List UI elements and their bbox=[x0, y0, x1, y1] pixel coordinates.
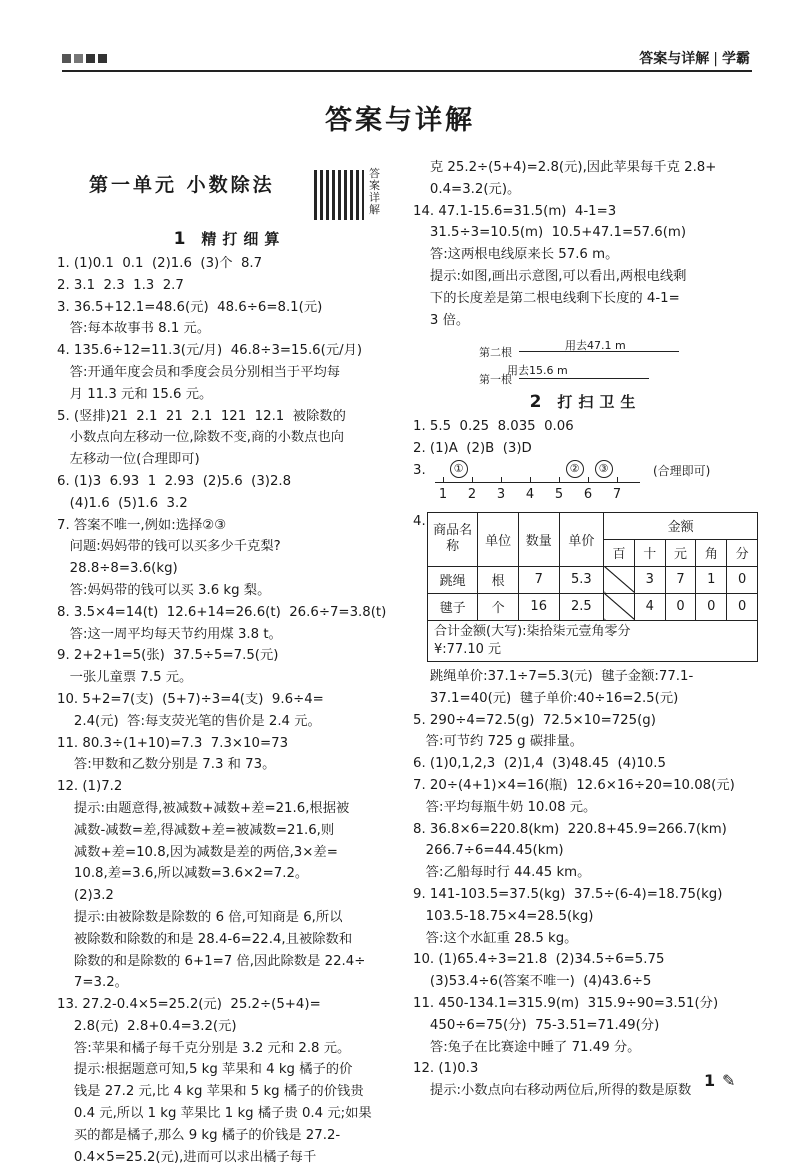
answer-line: 2.4(元) 答:每支荧光笔的售价是 2.4 元。 bbox=[57, 713, 321, 729]
answer-line: 103.5-18.75×4=28.5(kg) bbox=[413, 908, 594, 924]
answer-line: 28.8÷8=3.6(kg) bbox=[57, 561, 178, 577]
right-column bbox=[413, 157, 758, 1102]
answer-line: 买的都是橘子,那么 9 kg 橘子的价钱是 27.2- bbox=[57, 1127, 341, 1143]
cell: 毽子 bbox=[428, 593, 478, 620]
th-sub: 分 bbox=[727, 539, 758, 566]
answer-line: 0.4=3.2(元)。 bbox=[413, 181, 521, 197]
answer-line: 7. 20÷(4+1)×4=16(瓶) 12.6×16÷20=10.08(元) bbox=[413, 777, 735, 793]
answer-line: 一张儿童票 7.5 元。 bbox=[57, 670, 193, 686]
cell: 2.5 bbox=[559, 593, 604, 620]
answer-line: 10.8,差=3.6,所以减数=3.6×2=7.2。 bbox=[57, 866, 309, 882]
pencil-icon: ✎ bbox=[722, 1071, 736, 1090]
answer-line: 13. 27.2-0.4×5=25.2(元) 25.2÷(5+4)= bbox=[57, 997, 321, 1013]
th-sub: 十 bbox=[634, 539, 665, 566]
answer-line: 提示:如图,画出示意图,可以看出,两根电线剩 bbox=[413, 268, 687, 284]
answer-line: 小数点向左移动一位,除数不变,商的小数点也向 bbox=[57, 430, 345, 446]
left-answers bbox=[57, 253, 402, 1168]
header-square-icon bbox=[62, 54, 71, 63]
right-answers-b bbox=[413, 416, 758, 460]
header-square-icon bbox=[86, 54, 95, 63]
qr-code-icon[interactable] bbox=[314, 170, 364, 220]
page-number: 1 bbox=[704, 1071, 716, 1090]
cell: 7 bbox=[518, 566, 559, 593]
cell: 0 bbox=[696, 593, 727, 620]
diagram-label-second: 第二根 bbox=[479, 346, 512, 360]
answer-line: 31.5÷3=10.5(m) 10.5+47.1=57.6(m) bbox=[413, 225, 687, 241]
diagram-text-used-2: 用去15.6 m bbox=[507, 364, 568, 378]
answer-line: 1. 5.5 0.25 8.035 0.06 bbox=[413, 419, 574, 435]
answer-line: 答:每本故事书 8.1 元。 bbox=[57, 321, 211, 337]
answer-line: 12. (1)7.2 bbox=[57, 779, 123, 795]
numline-mark: ② bbox=[566, 460, 584, 478]
cell: 5.3 bbox=[559, 566, 604, 593]
th-unit: 单位 bbox=[478, 512, 519, 566]
header-square-icon bbox=[98, 54, 107, 63]
th-sub: 角 bbox=[696, 539, 727, 566]
numline-number: 4 bbox=[525, 486, 535, 502]
wire-diagram bbox=[413, 331, 758, 389]
header-bar bbox=[62, 48, 752, 70]
answer-line: 266.7÷6=44.45(km) bbox=[413, 843, 564, 859]
answer-line: 7. 答案不唯一,例如:选择②③ bbox=[57, 517, 227, 533]
th-price: 单价 bbox=[559, 512, 604, 566]
numline-axis bbox=[435, 482, 640, 483]
total-value: ¥:77.10 元 bbox=[434, 641, 501, 657]
page-title: 答案与详解 bbox=[325, 105, 475, 136]
numline-number: 7 bbox=[612, 486, 622, 502]
numline-tick bbox=[472, 477, 473, 483]
section-name: 精打细算 bbox=[201, 230, 286, 248]
answer-line: 答:这一周平均每天节约用煤 3.8 t。 bbox=[57, 626, 282, 642]
answer-line: 9. 2+2+1=5(张) 37.5÷5=7.5(元) bbox=[57, 648, 279, 664]
numline-label: 3. bbox=[413, 462, 426, 478]
cell-slash bbox=[604, 566, 635, 593]
answer-line: 被除数和除数的和是 28.4-6=22.4,且被除数和 bbox=[57, 931, 353, 947]
numline-tick bbox=[559, 477, 560, 483]
numline-mark: ③ bbox=[595, 460, 613, 478]
answer-line: 跳绳单价:37.1÷7=5.3(元) 毽子金额:77.1- bbox=[413, 668, 694, 684]
cell: 3 bbox=[634, 566, 665, 593]
cell: 跳绳 bbox=[428, 566, 478, 593]
numline-mark: ① bbox=[450, 460, 468, 478]
answer-line: 6. (1)3 6.93 1 2.93 (2)5.6 (3)2.8 bbox=[57, 473, 292, 489]
section-number: 2 bbox=[529, 392, 548, 413]
th-amount: 金额 bbox=[604, 512, 758, 539]
section-number: 1 bbox=[173, 229, 192, 249]
answer-line: 下的长度差是第二根电线剩下长度的 4-1= bbox=[413, 290, 680, 306]
answer-line: 5. (竖排)21 2.1 21 2.1 121 12.1 被除数的 bbox=[57, 408, 346, 424]
numline-tick bbox=[443, 477, 444, 483]
answer-line: 8. 3.5×4=14(t) 12.6+14=26.6(t) 26.6÷7=3.8(t) bbox=[57, 604, 387, 620]
header-rule bbox=[62, 70, 752, 72]
answer-line: 减数-减数=差,得减数+差=被减数=21.6,则 bbox=[57, 822, 335, 838]
diagram-label-first: 第一根 bbox=[479, 373, 512, 387]
diagram-text-used-1: 用去47.1 m bbox=[565, 339, 626, 353]
answer-line: 2. (1)A (2)B (3)D bbox=[413, 441, 532, 457]
answer-line: 10. (1)65.4÷3=21.8 (2)34.5÷6=5.75 bbox=[413, 952, 665, 968]
answer-line: 4. 135.6÷12=11.3(元/月) 46.8÷3=15.6(元/月) bbox=[57, 343, 363, 359]
answer-line: 0.4 元,所以 1 kg 苹果比 1 kg 橘子贵 0.4 元;如果 bbox=[57, 1106, 372, 1122]
cell: 16 bbox=[518, 593, 559, 620]
answer-line: (2)3.2 bbox=[57, 888, 114, 904]
th-sub: 元 bbox=[665, 539, 696, 566]
right-answers-a bbox=[413, 157, 758, 331]
first-wire-line bbox=[519, 378, 649, 379]
numline-number: 1 bbox=[438, 486, 448, 502]
answer-line: 答:这个水缸重 28.5 kg。 bbox=[413, 930, 578, 946]
answer-line: 答:乙船每时行 44.45 km。 bbox=[413, 865, 591, 881]
section-name: 打扫卫生 bbox=[557, 393, 642, 412]
answer-line: 答:可节约 725 g 碳排量。 bbox=[413, 734, 584, 750]
answer-line: 2. 3.1 2.3 1.3 2.7 bbox=[57, 277, 184, 293]
answer-line: 1. (1)0.1 0.1 (2)1.6 (3)个 8.7 bbox=[57, 256, 263, 271]
numline-number: 2 bbox=[467, 486, 477, 502]
total-label: 合计金额(大写):柒拾柒元壹角零分 bbox=[434, 623, 631, 639]
answer-line: 钱是 27.2 元,比 4 kg 苹果和 5 kg 橘子的价钱贵 bbox=[57, 1084, 364, 1100]
cell: 0 bbox=[727, 566, 758, 593]
answer-line: 6. (1)0,1,2,3 (2)1,4 (3)48.45 (4)10.5 bbox=[413, 756, 666, 772]
table-label: 4. bbox=[413, 513, 426, 529]
th-qty: 数量 bbox=[518, 512, 559, 566]
money-table-block bbox=[413, 512, 758, 662]
brand-logo: 学霸 bbox=[722, 51, 750, 67]
cell: 根 bbox=[478, 566, 519, 593]
number-line bbox=[413, 460, 758, 512]
numline-tick bbox=[617, 477, 618, 483]
answer-line: (3)53.4÷6(答案不唯一) (4)43.6÷5 bbox=[413, 974, 652, 990]
cell-slash bbox=[604, 593, 635, 620]
answer-line: 答:苹果和橘子每千克分别是 3.2 元和 2.8 元。 bbox=[57, 1040, 351, 1056]
answer-line: 12. (1)0.3 bbox=[413, 1061, 479, 1077]
header-right: 答案与详解 | 学霸 bbox=[639, 51, 750, 67]
answer-line: 14. 47.1-15.6=31.5(m) 4-1=3 bbox=[413, 203, 617, 219]
table-row bbox=[428, 566, 758, 593]
section-heading-1 bbox=[57, 228, 402, 249]
answer-line: 除数的和是除数的 6+1=7 倍,因此除数是 22.4÷ bbox=[57, 953, 366, 969]
numline-tick bbox=[501, 477, 502, 483]
answer-line: 2.8(元) 2.8+0.4=3.2(元) bbox=[57, 1018, 237, 1034]
header-square-icon bbox=[74, 54, 83, 63]
answer-line: 答:开通年度会员和季度会员分别相当于平均每 bbox=[57, 364, 341, 380]
answer-line: 克 25.2÷(5+4)=2.8(元),因此苹果每千克 2.8+ bbox=[413, 160, 717, 175]
th-name: 商品名称 bbox=[428, 512, 478, 566]
answer-line: 答:这两根电线原来长 57.6 m。 bbox=[413, 247, 619, 263]
section-heading-2 bbox=[413, 391, 758, 412]
money-table bbox=[427, 512, 758, 621]
answer-line: 3 倍。 bbox=[413, 312, 470, 328]
answer-line: 450÷6=75(分) 75-3.51=71.49(分) bbox=[413, 1017, 660, 1033]
answer-line: 减数+差=10.8,因为减数是差的两倍,3×差= bbox=[57, 844, 338, 860]
answer-line: 提示:小数点向右移动两位后,所得的数是原数 bbox=[413, 1083, 692, 1099]
answer-line: (4)1.6 (5)1.6 3.2 bbox=[57, 495, 188, 511]
answer-line: 10. 5+2=7(支) (5+7)÷3=4(支) 9.6÷4= bbox=[57, 691, 324, 707]
left-column bbox=[57, 158, 402, 1168]
right-answers-c bbox=[413, 666, 758, 1102]
answer-line: 问题:妈妈带的钱可以买多少千克梨? bbox=[57, 539, 281, 555]
cell: 4 bbox=[634, 593, 665, 620]
answer-line: 9. 141-103.5=37.5(kg) 37.5÷(6-4)=18.75(kg) bbox=[413, 886, 723, 902]
answer-line: 答:兔子在比赛途中睡了 71.49 分。 bbox=[413, 1039, 641, 1055]
answer-line: 答:甲数和乙数分别是 7.3 和 73。 bbox=[57, 757, 276, 773]
answer-line: 8. 36.8×6=220.8(km) 220.8+45.9=266.7(km) bbox=[413, 821, 727, 837]
th-sub: 百 bbox=[604, 539, 635, 566]
unit-title: 第一单元 小数除法 bbox=[89, 174, 275, 196]
cell: 0 bbox=[665, 593, 696, 620]
numline-number: 6 bbox=[583, 486, 593, 502]
answer-line: 答:平均每瓶牛奶 10.08 元。 bbox=[413, 799, 597, 815]
cell: 7 bbox=[665, 566, 696, 593]
answer-line: 提示:根据题意可知,5 kg 苹果和 4 kg 橘子的价 bbox=[57, 1062, 353, 1078]
header-label: 答案与详解 bbox=[639, 51, 710, 67]
answer-line: 11. 450-134.1=315.9(m) 315.9÷90=3.51(分) bbox=[413, 995, 719, 1011]
answer-line: 7=3.2。 bbox=[57, 975, 128, 991]
answer-line: 月 11.3 元和 15.6 元。 bbox=[57, 386, 213, 402]
numline-tick bbox=[530, 477, 531, 483]
table-row bbox=[428, 593, 758, 620]
answer-line: 0.4×5=25.2(元),进而可以求出橘子每千 bbox=[57, 1149, 317, 1165]
numline-number: 5 bbox=[554, 486, 564, 502]
answer-line: 3. 36.5+12.1=48.6(元) 48.6÷6=8.1(元) bbox=[57, 299, 323, 315]
cell: 0 bbox=[727, 593, 758, 620]
numline-tick bbox=[588, 477, 589, 483]
table-total bbox=[427, 621, 758, 662]
answer-line: 5. 290÷4=72.5(g) 72.5×10=725(g) bbox=[413, 712, 656, 728]
cell: 个 bbox=[478, 593, 519, 620]
answer-line: 提示:由被除数是除数的 6 倍,可知商是 6,所以 bbox=[57, 909, 343, 925]
answer-line: 37.1=40(元) 毽子单价:40÷16=2.5(元) bbox=[413, 690, 679, 706]
answer-line: 左移动一位(合理即可) bbox=[57, 452, 200, 468]
answer-line: 11. 80.3÷(1+10)=7.3 7.3×10=73 bbox=[57, 735, 289, 751]
answer-line: 提示:由题意得,被减数+减数+差=21.6,根据被 bbox=[57, 800, 350, 816]
cell: 1 bbox=[696, 566, 727, 593]
numline-note: (合理即可) bbox=[653, 463, 711, 478]
answer-line: 答:妈妈带的钱可以买 3.6 kg 梨。 bbox=[57, 582, 271, 598]
qr-label: 答案详解 bbox=[369, 167, 380, 216]
numline-number: 3 bbox=[496, 486, 506, 502]
